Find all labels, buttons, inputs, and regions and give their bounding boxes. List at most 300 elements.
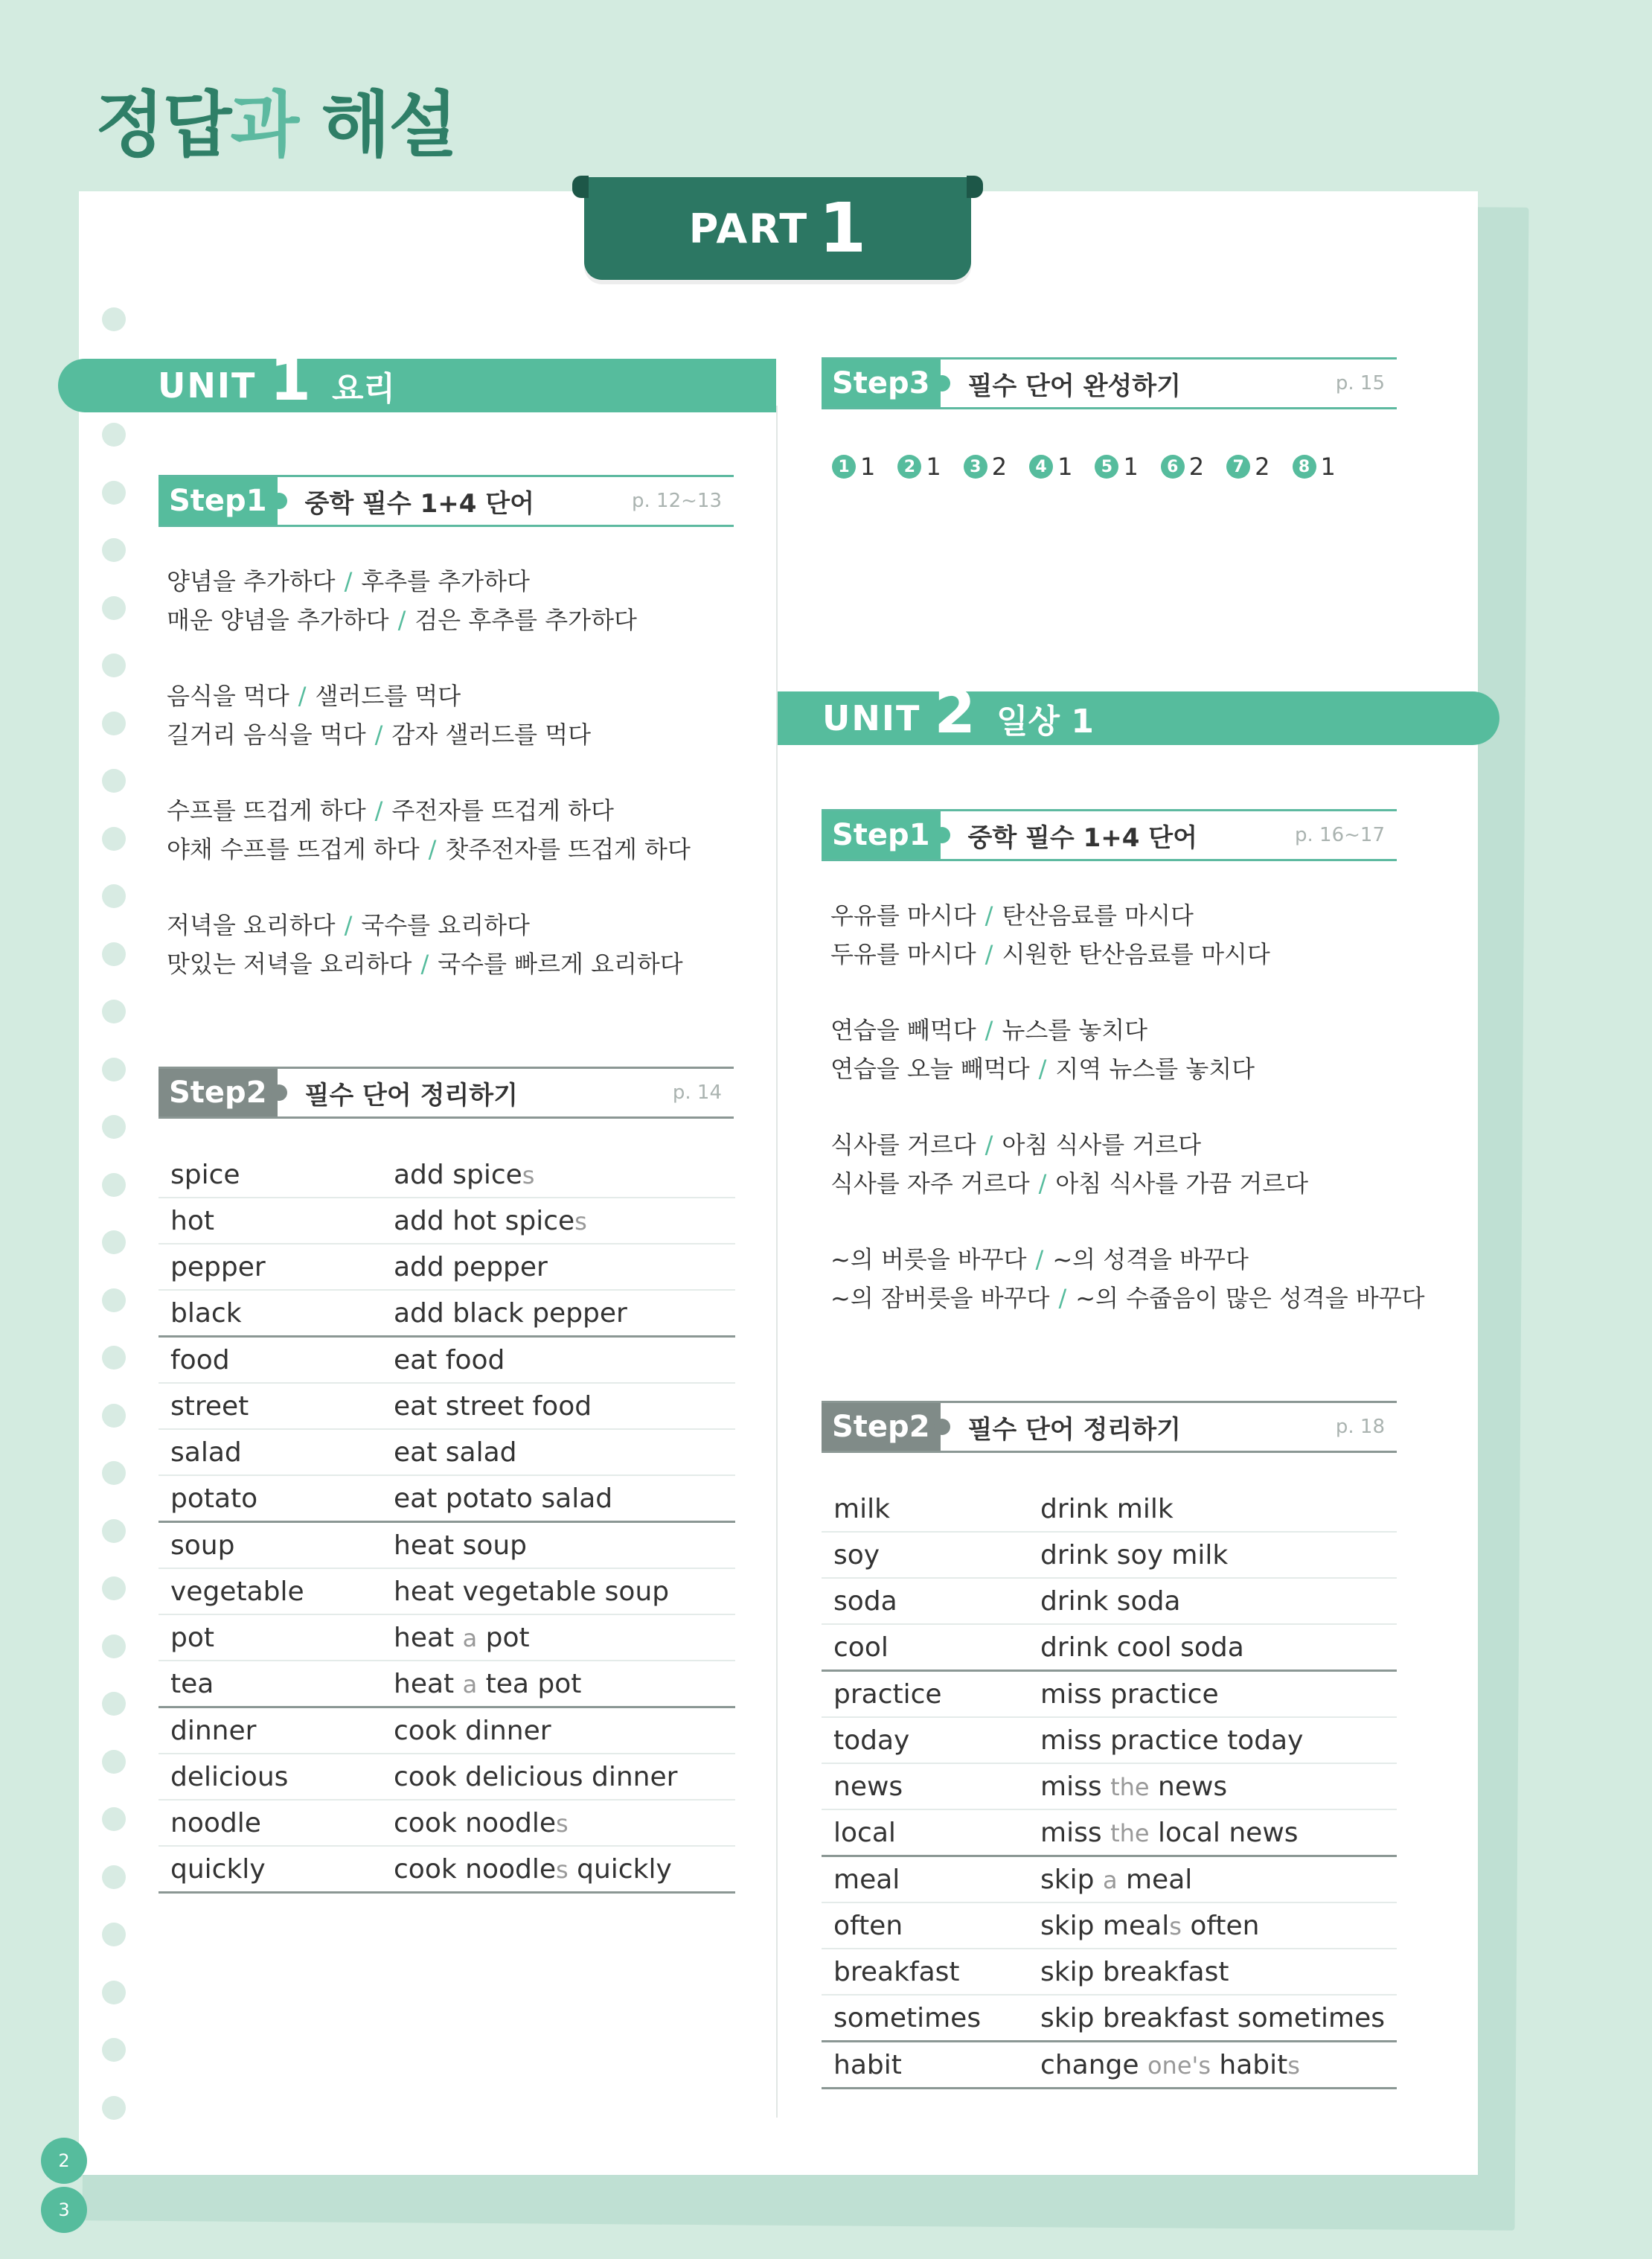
vocab-word: habit — [822, 2042, 1028, 2089]
phrase-left: 저녁을 요리하다 — [167, 911, 336, 939]
binder-hole — [102, 1230, 126, 1254]
answer-value: 2 — [991, 453, 1008, 481]
step-title: 중학 필수 1+4 단어 — [967, 822, 1197, 853]
page-number-right: 3 — [41, 2187, 87, 2233]
vocab-optional: s — [556, 1809, 569, 1838]
vocab-row — [822, 2042, 1397, 2089]
vocab-text: cook noodle — [394, 1853, 557, 1885]
answer-number: 4 — [1029, 455, 1053, 479]
phrase-line — [167, 601, 777, 639]
phrase-right: 아침 식사를 가끔 거르다 — [1055, 1169, 1309, 1198]
phrase-left: 양념을 추가하다 — [167, 567, 336, 595]
binder-hole — [102, 2096, 126, 2120]
phrase-group — [167, 562, 777, 639]
tab-ear-right — [967, 176, 983, 198]
binder-hole — [102, 827, 126, 851]
answer-number: 7 — [1226, 455, 1250, 479]
binder-hole — [102, 769, 126, 793]
vocab-text: eat potato salad — [394, 1483, 613, 1514]
vocab-phrase — [1028, 1809, 1397, 1856]
step-title: 필수 단어 정리하기 — [304, 1080, 518, 1111]
vocab-word: potato — [159, 1475, 382, 1522]
binder-hole — [102, 596, 126, 620]
phrase-line — [167, 562, 777, 601]
vocab-row — [822, 1763, 1397, 1809]
vocab-row — [822, 1902, 1397, 1949]
step-tag: Step2 — [822, 1403, 941, 1451]
vocab-row — [822, 1995, 1397, 2042]
phrase-line — [830, 1279, 1441, 1317]
vocab-text: change — [1040, 2049, 1147, 2080]
vocab-word: often — [822, 1902, 1028, 1949]
phrase-right: 후추를 추가하다 — [361, 567, 530, 595]
vocab-text: miss — [1040, 1771, 1111, 1802]
vocab-word: soup — [159, 1522, 382, 1569]
vocab-row — [159, 1522, 735, 1569]
phrase-left: 수프를 뜨겁게 하다 — [167, 796, 366, 825]
phrase-separator: / — [344, 911, 353, 939]
phrase-group — [167, 791, 777, 869]
unit1-number: 1 — [269, 345, 312, 414]
vocab-text: heat — [394, 1622, 463, 1653]
unit2-step2-header — [822, 1401, 1397, 1453]
phrase-left: 연습을 빼먹다 — [830, 1016, 976, 1044]
phrase-left: 연습을 오늘 빼먹다 — [830, 1055, 1030, 1083]
vocab-word: street — [159, 1383, 382, 1429]
phrase-separator: / — [1038, 1169, 1047, 1198]
vocab-phrase — [382, 1198, 735, 1244]
phrase-separator: / — [985, 940, 993, 968]
vocab-phrase — [382, 1337, 735, 1384]
vocab-word: vegetable — [159, 1568, 382, 1614]
vocab-text: drink milk — [1040, 1493, 1174, 1524]
vocab-text: news — [1149, 1771, 1228, 1802]
vocab-row — [159, 1568, 735, 1614]
vocab-phrase — [382, 1475, 735, 1522]
vocab-optional: a — [462, 1623, 478, 1652]
phrase-group — [830, 1240, 1441, 1317]
phrase-left: 식사를 거르다 — [830, 1131, 976, 1159]
vocab-word: breakfast — [822, 1949, 1028, 1995]
vocab-text: meal — [1117, 1864, 1193, 1895]
step-dot — [271, 1084, 287, 1101]
vocab-word: dinner — [159, 1707, 382, 1754]
vocab-text: skip — [1040, 1864, 1103, 1895]
vocab-row — [159, 1475, 735, 1522]
answer-number: 3 — [964, 455, 987, 479]
vocab-optional: the — [1110, 1818, 1150, 1847]
phrase-right: 지역 뉴스를 놓치다 — [1055, 1055, 1255, 1083]
vocab-text: cook noodle — [394, 1807, 557, 1838]
unit1-step3-answers — [832, 453, 1358, 481]
vocab-phrase — [382, 1614, 735, 1661]
binder-hole — [102, 942, 126, 966]
tab-ear-left — [572, 176, 589, 198]
phrase-separator: / — [420, 950, 429, 978]
vocab-word: local — [822, 1809, 1028, 1856]
phrase-line — [167, 677, 777, 715]
phrase-line — [167, 906, 777, 945]
phrase-group — [830, 1125, 1441, 1203]
step-page: p. 18 — [1335, 1416, 1385, 1438]
vocab-phrase — [382, 1800, 735, 1846]
vocab-word: news — [822, 1763, 1028, 1809]
answer-item — [1293, 453, 1336, 481]
vocab-word: quickly — [159, 1846, 382, 1893]
vocab-row — [159, 1707, 735, 1754]
phrase-right: 시원한 탄산음료를 마시다 — [1002, 940, 1270, 968]
vocab-word: sometimes — [822, 1995, 1028, 2042]
vocab-word: food — [159, 1337, 382, 1384]
step-title: 중학 필수 1+4 단어 — [304, 488, 534, 519]
vocab-row — [159, 1290, 735, 1337]
vocab-word: noodle — [159, 1800, 382, 1846]
answer-number: 5 — [1095, 455, 1118, 479]
vocab-word: milk — [822, 1486, 1028, 1532]
vocab-phrase — [1028, 2042, 1397, 2089]
phrase-group — [167, 677, 777, 754]
vocab-phrase — [1028, 1624, 1397, 1671]
binder-hole — [102, 1981, 126, 2004]
vocab-word: soda — [822, 1578, 1028, 1624]
answer-item — [1029, 453, 1072, 481]
answer-item — [897, 453, 941, 481]
binder-hole — [102, 654, 126, 677]
phrase-right: 국수를 빠르게 요리하다 — [438, 950, 683, 978]
binder-hole — [102, 1519, 126, 1543]
vocab-phrase — [382, 1290, 735, 1337]
step-tag: Step1 — [159, 477, 278, 525]
phrase-right: 아침 식사를 거르다 — [1002, 1131, 1202, 1159]
answer-value: 2 — [1188, 453, 1205, 481]
vocab-optional: s — [1169, 1911, 1182, 1940]
vocab-phrase — [1028, 1532, 1397, 1578]
phrase-right: ~의 성격을 바꾸다 — [1052, 1245, 1249, 1274]
vocab-word: meal — [822, 1856, 1028, 1903]
binder-hole — [102, 1288, 126, 1312]
vocab-row — [159, 1754, 735, 1800]
vocab-row — [159, 1846, 735, 1893]
vocab-word: spice — [159, 1152, 382, 1198]
unit1-step1-phrases — [167, 562, 777, 1020]
vocab-row — [822, 1532, 1397, 1578]
vocab-word: salad — [159, 1429, 382, 1475]
phrase-line — [830, 935, 1441, 974]
vocab-word: tea — [159, 1661, 382, 1707]
phrase-right: 샐러드를 먹다 — [315, 682, 461, 710]
vocab-text: drink soy milk — [1040, 1539, 1229, 1571]
phrase-separator: / — [985, 1131, 993, 1159]
phrase-left: 야채 수프를 뜨겁게 하다 — [167, 835, 420, 863]
answer-item — [1226, 453, 1270, 481]
vocab-row — [159, 1661, 735, 1707]
vocab-text: pot — [477, 1622, 530, 1653]
vocab-row — [822, 1578, 1397, 1624]
phrase-separator: / — [985, 1016, 993, 1044]
vocab-row — [822, 1671, 1397, 1718]
part-label: PART — [688, 205, 809, 252]
unit1-step1-header — [159, 475, 734, 527]
unit2-step1-header — [822, 809, 1397, 861]
part-number: 1 — [819, 188, 867, 268]
vocab-text: skip meal — [1040, 1910, 1170, 1941]
vocab-phrase — [382, 1707, 735, 1754]
unit2-number: 2 — [934, 677, 976, 747]
binder-hole — [102, 1865, 126, 1889]
phrase-line — [167, 830, 777, 869]
vocab-row — [822, 1856, 1397, 1903]
phrase-line — [830, 1049, 1441, 1088]
vocab-phrase — [382, 1429, 735, 1475]
vocab-text: drink soda — [1040, 1585, 1181, 1617]
phrase-left: 우유를 마시다 — [830, 901, 976, 930]
phrase-line — [167, 715, 777, 754]
binder-hole — [102, 1000, 126, 1023]
vocab-text: add spice — [394, 1159, 522, 1190]
vocab-optional: the — [1110, 1772, 1150, 1801]
answer-value: 2 — [1255, 453, 1270, 481]
vocab-row — [159, 1152, 735, 1198]
phrase-separator: / — [374, 720, 383, 749]
vocab-phrase — [382, 1244, 735, 1290]
binder-hole — [102, 1058, 126, 1081]
phrase-group — [830, 896, 1441, 974]
binder-hole — [102, 1115, 126, 1139]
vocab-phrase — [382, 1754, 735, 1800]
phrase-line — [830, 1011, 1441, 1049]
step-dot — [934, 827, 950, 843]
answer-number: 6 — [1161, 455, 1185, 479]
phrase-separator: / — [1038, 1055, 1047, 1083]
binder-hole — [102, 1404, 126, 1428]
answer-value: 1 — [860, 453, 876, 481]
vocab-word: today — [822, 1717, 1028, 1763]
vocab-text: add hot spice — [394, 1205, 575, 1236]
vocab-text: miss — [1040, 1817, 1111, 1848]
answer-item — [1161, 453, 1204, 481]
phrase-line — [830, 1164, 1441, 1203]
phrase-left: 음식을 먹다 — [167, 682, 289, 710]
binder-hole — [102, 1576, 126, 1600]
vocab-text: add pepper — [394, 1251, 548, 1282]
answer-item — [1095, 453, 1138, 481]
vocab-phrase — [1028, 1902, 1397, 1949]
step-title: 필수 단어 완성하기 — [967, 371, 1181, 401]
binder-hole — [102, 538, 126, 562]
unit2-vocab-table — [822, 1486, 1397, 2089]
answer-value: 1 — [1320, 453, 1336, 481]
vocab-row — [159, 1244, 735, 1290]
binder-hole — [102, 1692, 126, 1716]
unit2-title: 일상 1 — [996, 703, 1094, 741]
vocab-text: heat soup — [394, 1530, 528, 1561]
unit1-vocab-table — [159, 1152, 735, 1894]
phrase-separator: / — [1058, 1284, 1067, 1312]
vocab-phrase — [1028, 1856, 1397, 1903]
answer-item — [964, 453, 1007, 481]
phrase-left: ~의 잠버릇을 바꾸다 — [830, 1284, 1050, 1312]
vocab-phrase — [1028, 1717, 1397, 1763]
vocab-optional: s — [522, 1160, 535, 1189]
unit1-step3-header — [822, 357, 1397, 409]
vocab-text: eat food — [394, 1344, 505, 1375]
step-dot — [934, 1419, 950, 1435]
vocab-text: eat street food — [394, 1390, 592, 1422]
phrase-line — [830, 1240, 1441, 1279]
phrase-separator: / — [397, 606, 406, 634]
phrase-left: 매운 양념을 추가하다 — [167, 606, 389, 634]
vocab-phrase — [1028, 1671, 1397, 1718]
vocab-word: pot — [159, 1614, 382, 1661]
phrase-separator: / — [298, 682, 307, 710]
vocab-optional: s — [1287, 2051, 1300, 2080]
binder-hole — [102, 1750, 126, 1774]
step-title: 필수 단어 정리하기 — [967, 1414, 1181, 1445]
page-title: 정답과 해설 — [95, 83, 457, 167]
phrase-separator: / — [1035, 1245, 1044, 1274]
vocab-optional: one's — [1147, 2051, 1211, 2080]
binder-hole — [102, 1461, 126, 1485]
part-tab — [584, 177, 971, 280]
phrase-left: 길거리 음식을 먹다 — [167, 720, 366, 749]
binder-hole — [102, 481, 126, 505]
step-page: p. 14 — [672, 1081, 722, 1104]
phrase-group — [167, 906, 777, 983]
binder-hole — [102, 423, 126, 447]
unit1-step2-header — [159, 1067, 734, 1119]
vocab-phrase — [1028, 1763, 1397, 1809]
vocab-row — [159, 1198, 735, 1244]
vocab-text: quickly — [568, 1853, 672, 1885]
answer-number: 1 — [832, 455, 856, 479]
phrase-left: 맛있는 저녁을 요리하다 — [167, 950, 412, 978]
binder-hole — [102, 307, 126, 331]
vocab-text: habit — [1210, 2049, 1288, 2080]
unit2-step1-phrases — [830, 896, 1441, 1355]
unit1-label: UNIT — [158, 365, 257, 406]
vocab-text: miss practice today — [1040, 1725, 1304, 1756]
step-dot — [934, 375, 950, 392]
vocab-word: practice — [822, 1671, 1028, 1718]
vocab-word: cool — [822, 1624, 1028, 1671]
answer-item — [832, 453, 875, 481]
vocab-row — [159, 1383, 735, 1429]
vocab-phrase — [382, 1846, 735, 1893]
phrase-line — [167, 791, 777, 830]
vocab-phrase — [1028, 1949, 1397, 1995]
binder-hole — [102, 2038, 126, 2062]
vocab-row — [822, 1717, 1397, 1763]
vocab-word: delicious — [159, 1754, 382, 1800]
vocab-optional: s — [556, 1855, 569, 1884]
vocab-text: heat vegetable soup — [394, 1576, 670, 1607]
vocab-row — [822, 1486, 1397, 1532]
unit2-label: UNIT — [822, 698, 921, 738]
phrase-separator: / — [428, 835, 437, 863]
answer-value: 1 — [1057, 453, 1073, 481]
binder-hole — [102, 1635, 126, 1658]
phrase-right: 감자 샐러드를 먹다 — [391, 720, 592, 749]
vocab-text: add black pepper — [394, 1297, 627, 1329]
phrase-line — [830, 1125, 1441, 1164]
vocab-phrase — [382, 1522, 735, 1569]
vocab-text: local news — [1149, 1817, 1299, 1848]
answer-value: 1 — [1123, 453, 1139, 481]
phrase-right: 탄산음료를 마시다 — [1002, 901, 1194, 930]
vocab-text: drink cool soda — [1040, 1632, 1244, 1663]
unit2-banner — [778, 677, 1499, 747]
phrase-right: ~의 수줍음이 많은 성격을 바꾸다 — [1075, 1284, 1425, 1312]
vocab-text: miss practice — [1040, 1678, 1219, 1710]
binder-hole — [102, 1807, 126, 1831]
vocab-word: soy — [822, 1532, 1028, 1578]
phrase-right: 뉴스를 놓치다 — [1002, 1016, 1148, 1044]
vocab-text: skip breakfast — [1040, 1956, 1229, 1987]
phrase-separator: / — [374, 796, 383, 825]
vocab-word: hot — [159, 1198, 382, 1244]
vocab-phrase — [1028, 1486, 1397, 1532]
step-page: p. 16~17 — [1295, 824, 1385, 846]
step-page: p. 12~13 — [632, 490, 722, 512]
vocab-text: skip breakfast sometimes — [1040, 2002, 1385, 2033]
answer-number: 8 — [1293, 455, 1316, 479]
vocab-phrase — [382, 1152, 735, 1198]
step-tag: Step1 — [822, 811, 941, 859]
vocab-phrase — [382, 1383, 735, 1429]
binder-hole — [102, 1923, 126, 1946]
phrase-group — [830, 1011, 1441, 1088]
vocab-row — [822, 1949, 1397, 1995]
phrase-line — [830, 896, 1441, 935]
answer-value: 1 — [926, 453, 941, 481]
binder-hole — [102, 884, 126, 908]
phrase-left: 두유를 마시다 — [830, 940, 976, 968]
vocab-text: cook delicious dinner — [394, 1761, 678, 1792]
vocab-phrase — [382, 1568, 735, 1614]
step-tag: Step3 — [822, 360, 941, 407]
vocab-phrase — [1028, 1578, 1397, 1624]
vocab-text: heat — [394, 1668, 463, 1699]
step-page: p. 15 — [1335, 372, 1385, 394]
phrase-separator: / — [985, 901, 993, 930]
vocab-row — [159, 1429, 735, 1475]
vocab-row — [822, 1809, 1397, 1856]
vocab-row — [822, 1624, 1397, 1671]
vocab-row — [159, 1614, 735, 1661]
answer-number: 2 — [897, 455, 921, 479]
phrase-right: 주전자를 뜨겁게 하다 — [391, 796, 614, 825]
phrase-right: 국수를 요리하다 — [361, 911, 530, 939]
vocab-phrase — [1028, 1995, 1397, 2042]
binder-hole — [102, 1173, 126, 1197]
vocab-optional: a — [462, 1670, 478, 1699]
step-tag: Step2 — [159, 1069, 278, 1116]
vocab-optional: s — [574, 1207, 587, 1236]
vocab-optional: a — [1102, 1865, 1118, 1894]
phrase-left: 식사를 자주 거르다 — [830, 1169, 1030, 1198]
page-number-left: 2 — [41, 2138, 87, 2184]
vocab-text: often — [1181, 1910, 1260, 1941]
vocab-row — [159, 1800, 735, 1846]
unit1-title: 요리 — [332, 370, 396, 408]
phrase-right: 검은 후추를 추가하다 — [414, 606, 637, 634]
step-dot — [271, 493, 287, 509]
vocab-phrase — [382, 1661, 735, 1707]
phrase-line — [167, 945, 777, 983]
vocab-text: tea pot — [477, 1668, 582, 1699]
phrase-right: 찻주전자를 뜨겁게 하다 — [445, 835, 691, 863]
vocab-text: cook dinner — [394, 1715, 551, 1746]
